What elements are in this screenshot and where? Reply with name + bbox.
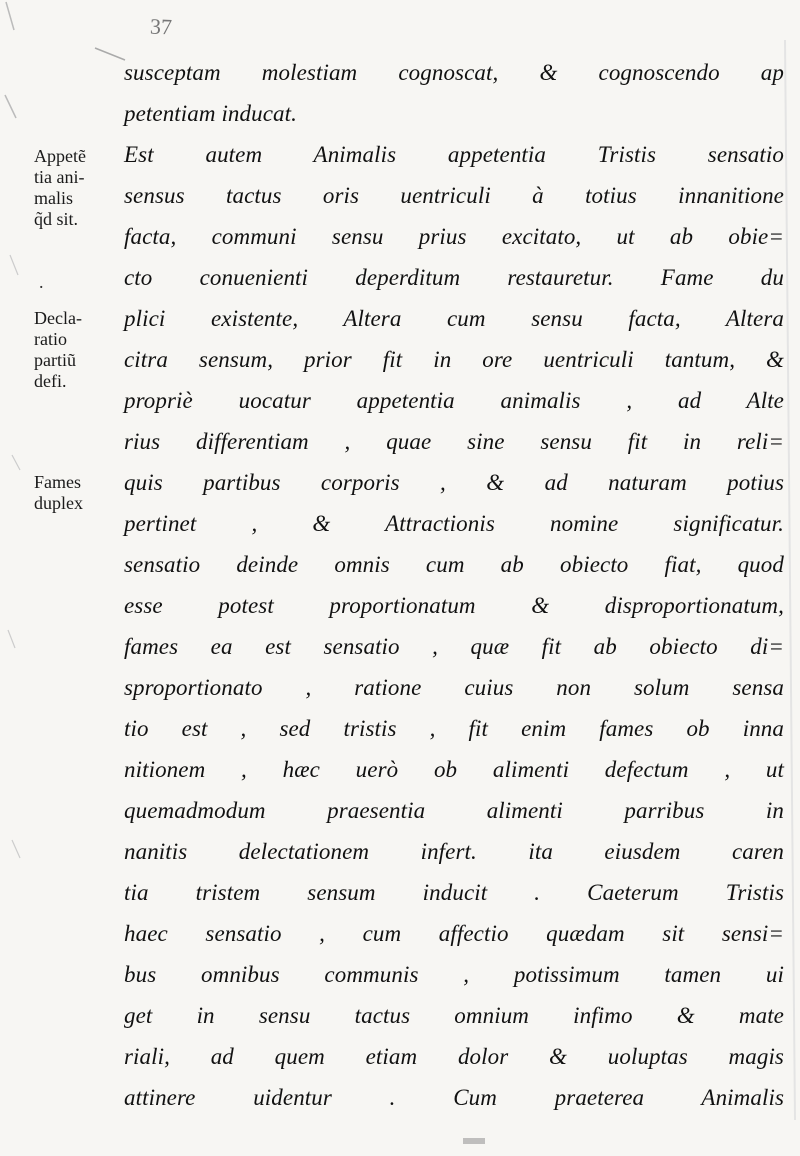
text-line: tio est , sed tristis , fit enim fames ob inna [124,716,784,741]
text-line: esse potest proportionatum & disproportionatum, [124,593,784,618]
text-line: attinere uidentur . Cum praeterea Animalis [124,1085,784,1110]
margin-note-line: duplex [34,493,83,513]
text-line: fames ea est sensatio , quæ fit ab obiecto di= [124,634,784,659]
margin-notes [0,0,130,1156]
text-line: propriè uocatur appetentia animalis , ad Alte [124,388,784,413]
text-line: Est autem Animalis appetentia Tristis sensatio [124,142,784,167]
text-line: tia tristem sensum inducit . Caeterum Tristis [124,880,784,905]
text-line: get in sensu tactus omnium infimo & mate [124,1003,784,1028]
margin-note-declaratio [34,308,82,392]
text-line: riali, ad quem etiam dolor & uoluptas magis [124,1044,784,1069]
text-line: bus omnibus communis , potissimum tamen ui [124,962,784,987]
text-line: nitionem , hæc uerò ob alimenti defectum , ut [124,757,784,782]
margin-note-line: Decla- [34,308,82,328]
text-line: rius differentiam , quae sine sensu fit in reli= [124,429,784,454]
text-line: cto conuenienti deperditum restauretur. Fame du [124,265,784,290]
margin-note-line: partiũ [34,350,76,370]
text-line: plici existente, Altera cum sensu facta, Altera [124,306,784,331]
text-line: facta, communi sensu prius excitato, ut ab obie= [124,224,784,249]
margin-note-line: malis [34,188,73,208]
text-line: sensatio deinde omnis cum ab obiecto fiat, quod [124,552,784,577]
margin-note-fames [34,472,83,514]
text-line: sproportionato , ratione cuius non solum sensa [124,675,784,700]
text-line: petentiam inducat. [124,101,297,126]
margin-note-line: ratio [34,329,67,349]
page-number: 37 [149,13,173,40]
margin-note-appetentia [34,146,86,230]
margin-note-line: Appetẽ [34,146,86,166]
text-line: quis partibus corporis , & ad naturam potius [124,470,784,495]
text-line: pertinet , & Attractionis nomine significatur. [124,511,784,536]
text-line: citra sensum, prior fit in ore uentriculi tantum, & [124,347,784,372]
margin-note-line: defi. [34,371,67,391]
margin-note-line: Fames [34,472,81,492]
text-line: sensus tactus oris uentriculi à totius innanitione [124,183,784,208]
main-text-block [124,52,784,1118]
text-line: nanitis delectationem infert. ita eiusdem caren [124,839,784,864]
text-line: susceptam molestiam cognoscat, & cognoscendo ap [124,60,784,85]
text-line: haec sensatio , cum affectio quædam sit sensi= [124,921,784,946]
signature-mark [463,1138,485,1144]
margin-note-line: q̃d sit. [34,209,79,229]
margin-dot: . [39,272,44,292]
margin-note-line: tia ani- [34,167,85,187]
text-line: quemadmodum praesentia alimenti parribus in [124,798,784,823]
